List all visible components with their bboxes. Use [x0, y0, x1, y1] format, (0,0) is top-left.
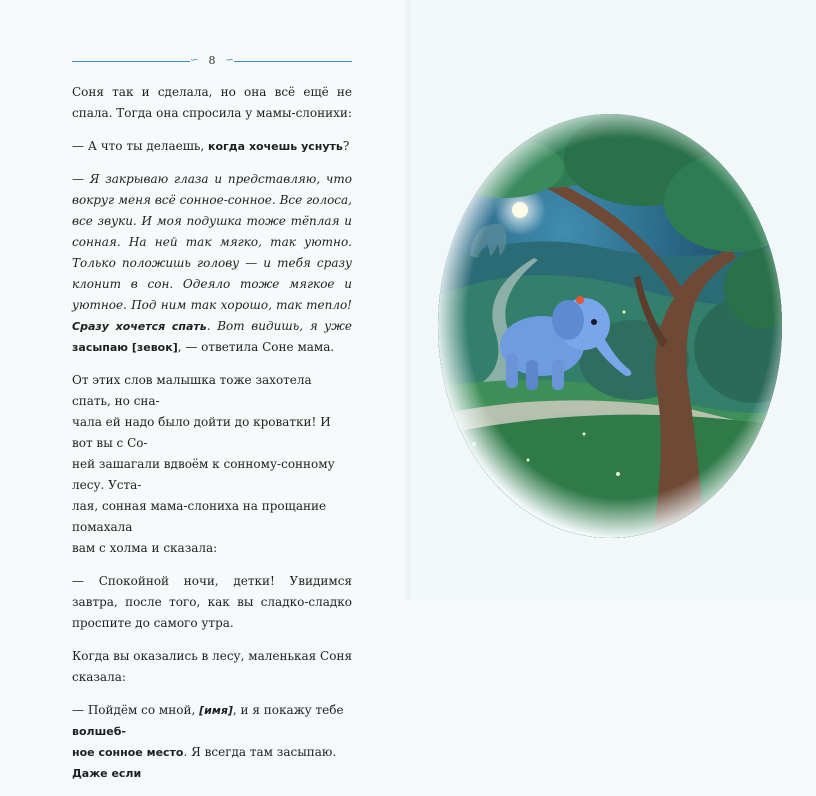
paragraph-6: Когда вы оказались в лесу, маленькая Соня сказала:: [72, 649, 353, 684]
paragraph-3: [72, 169, 352, 358]
bold-phrase: когда хочешь уснуть: [208, 140, 343, 153]
story-text: [72, 82, 352, 796]
page-number: 8: [208, 54, 216, 67]
bold-phrase: ное сонное место: [72, 746, 184, 759]
swirl-ornament-icon: ∽: [225, 55, 234, 66]
bold-italic-phrase: Сразу хочется спать: [72, 320, 207, 333]
paragraph-4: [72, 370, 352, 559]
paragraph-5: — Спокойной ночи, детки! Увидимся завтра, после того, как вы сладко-сладко проспите до самого утра.: [72, 574, 352, 630]
text-line: ней зашагали вдвоём к сонному-сонному лесу. Уста-: [72, 457, 335, 492]
name-placeholder: [имя]: [199, 704, 233, 717]
header-rule-right: [234, 61, 352, 62]
text-line: вам с холма и сказала:: [72, 541, 218, 555]
text-line: От этих слов малышка тоже захотела спать, но сна-: [72, 373, 312, 408]
text-span: ?: [342, 139, 350, 153]
paragraph-2: [72, 136, 352, 157]
text-span: — А что ты делаешь,: [72, 139, 209, 153]
swirl-ornament-icon: ∽: [190, 55, 199, 66]
paragraph-7: [72, 700, 352, 784]
italic-text: — Я закрываю глаза и представляю, что вокруг меня всё сонное-сонное. Все голоса, все звуки. И моя подушка тоже тёплая и сонная. На ней так мягко, так уютно. Только положишь голову — и тебя сразу клонит в сон. Одеяло тоже мягкое и уютное. Под ним так хорошо, так тепло!: [72, 172, 352, 312]
text-span: . Я всегда там засыпаю.: [183, 745, 337, 759]
bold-phrase: волшеб-: [72, 725, 126, 738]
bold-phrase: засыпаю [зевок]: [72, 341, 178, 354]
italic-text: . Вот видишь, я уже: [206, 319, 353, 333]
text-line: лая, сонная мама-слониха на прощание помахала: [72, 499, 327, 534]
text-span: , — ответила Соне мама.: [177, 340, 335, 354]
left-page: [0, 0, 410, 780]
vignette: [434, 98, 806, 538]
paragraph-1: Соня так и сделала, но она всё ещё не спала. Тогда она спросила у мамы-слонихи:: [72, 85, 352, 120]
text-span: — Пойдём со мной,: [72, 703, 200, 717]
page-header: [72, 52, 352, 72]
text-span: , и я покажу тебе: [232, 703, 344, 717]
bold-phrase: Даже если: [72, 767, 142, 780]
forest-illustration: [434, 98, 806, 538]
text-line: чала ей надо было дойти до кроватки! И вот вы с Со-: [72, 415, 331, 450]
